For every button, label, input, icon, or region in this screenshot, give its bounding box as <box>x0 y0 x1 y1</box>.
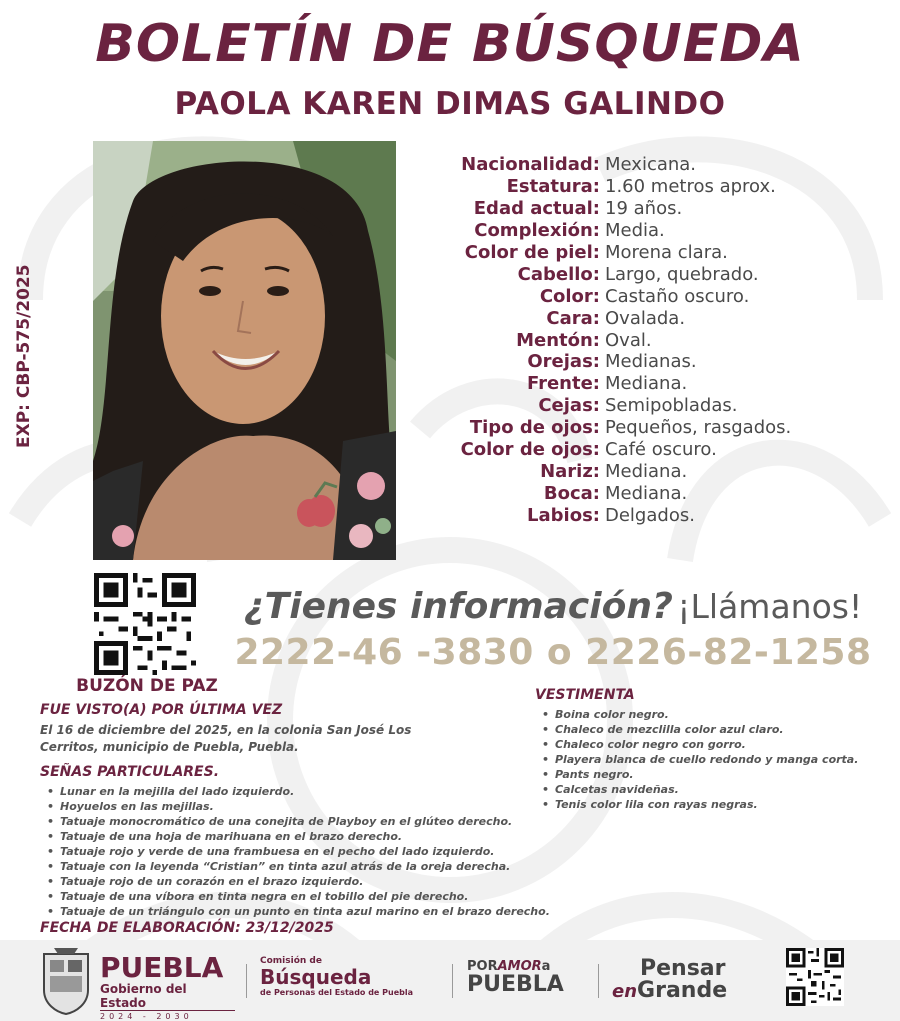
list-item: • Calcetas navideñas. <box>535 782 895 797</box>
feature-row <box>420 154 890 176</box>
feature-row <box>420 285 890 307</box>
comision-line-2: Búsqueda <box>260 965 372 989</box>
feature-row <box>420 220 890 242</box>
feature-row <box>420 460 890 482</box>
divider <box>246 964 247 998</box>
feature-label: Complexión: <box>474 220 600 242</box>
footer-logos <box>0 940 900 1021</box>
feature-label: Color de piel: <box>464 242 600 263</box>
bulletin-title: BOLETÍN DE BÚSQUEDA <box>95 14 805 74</box>
particular-signs-heading: SEÑAS PARTICULARES. <box>40 764 220 780</box>
feature-value: Castaño oscuro. <box>605 285 750 307</box>
por-amor-a-puebla-logo <box>467 960 587 996</box>
en-text: en <box>612 981 638 1002</box>
list-item: • Playera blanca de cuello redondo y manga corta. <box>535 752 895 767</box>
feature-row <box>420 263 890 285</box>
puebla-name: PUEBLA <box>100 951 224 984</box>
list-item: • Tenis color lila con rayas negras. <box>535 797 895 812</box>
puebla-subtitle: Gobierno del Estado <box>100 982 235 1011</box>
feature-label: Tipo de ojos: <box>469 417 600 439</box>
feature-label: Mentón: <box>516 329 600 351</box>
last-seen-text: El 16 de diciembre del 2025, en la colonia San José Los Cerritos, municipio de Puebla, Puebla. <box>40 723 412 754</box>
list-item: • Tatuaje de un triángulo con un punto en tinta azul marino en el brazo derecho. <box>40 904 580 919</box>
list-item: • Pants negro. <box>535 767 895 782</box>
feature-value: 19 años. <box>605 198 683 220</box>
clothing-list <box>535 707 895 812</box>
puebla-government-logo <box>100 951 235 1021</box>
list-item: • Tatuaje monocromático de una conejita de Playboy en el glúteo derecho. <box>40 814 580 829</box>
feature-label: Cabello: <box>517 263 600 285</box>
call-to-action <box>218 586 888 627</box>
list-item: • Lunar en la mejilla del lado izquierdo. <box>40 784 580 799</box>
feature-value: Oval. <box>605 329 652 351</box>
physical-features <box>420 154 890 526</box>
feature-row <box>420 395 890 417</box>
feature-value: Café oscuro. <box>605 439 717 461</box>
feature-label: Color: <box>539 285 600 307</box>
feature-value: Ovalada. <box>605 307 686 329</box>
feature-label: Nariz: <box>540 460 600 482</box>
list-item: • Boina color negro. <box>535 707 895 722</box>
particular-signs-list <box>40 784 580 919</box>
cta-call: ¡Llámanos! <box>677 587 863 626</box>
list-item: • Chaleco color negro con gorro. <box>535 737 895 752</box>
a-text: a <box>541 959 551 974</box>
feature-value: Medianas. <box>605 351 697 373</box>
list-item: • Tatuaje con la leyenda “Cristian” en tinta azul atrás de la oreja derecha. <box>40 859 580 874</box>
feature-row <box>420 242 890 264</box>
feature-label: Boca: <box>543 482 600 504</box>
clothing-heading: VESTIMENTA <box>535 687 635 703</box>
clothing-section <box>535 687 895 812</box>
last-seen-section <box>40 702 460 756</box>
phone-numbers[interactable]: 2222-46 -3830 o 2226-82-1258 <box>234 632 872 673</box>
feature-label: Estatura: <box>506 176 600 198</box>
cta-question: ¿Tienes información? <box>243 586 673 627</box>
feature-label: Color de ojos: <box>460 439 600 461</box>
feature-value: Pequeños, rasgados. <box>605 417 792 439</box>
feature-row <box>420 329 890 351</box>
puebla-text: PUEBLA <box>467 972 564 997</box>
feature-value: Mexicana. <box>605 154 697 176</box>
feature-row <box>420 504 890 526</box>
feature-value: Semipobladas. <box>605 395 738 417</box>
feature-value: Mediana. <box>605 482 688 504</box>
divider <box>598 964 599 998</box>
missing-person-name: PAOLA KAREN DIMAS GALINDO <box>174 86 726 122</box>
pensar-en-grande-logo <box>612 958 757 1003</box>
amor-text: AMOR <box>497 959 542 974</box>
por-text: POR <box>467 959 498 974</box>
date-of-issue: FECHA DE ELABORACIÓN: 23/12/2025 <box>40 920 334 936</box>
comision-busqueda-logo <box>260 956 440 997</box>
feature-row <box>420 176 890 198</box>
file-number: EXP: CBP-575/2025 <box>14 264 34 448</box>
list-item: • Tatuaje de una hoja de marihuana en el brazo derecho. <box>40 829 580 844</box>
feature-row <box>420 351 890 373</box>
feature-label: Orejas: <box>527 351 600 373</box>
feature-label: Frente: <box>526 373 600 395</box>
grande-text: Grande <box>637 978 728 1003</box>
buzon-label: BUZÓN DE PAZ <box>76 676 218 696</box>
feature-value: Delgados. <box>605 504 695 526</box>
particular-signs-section <box>40 764 580 919</box>
list-item: • Hoyuelos en las mejillas. <box>40 799 580 814</box>
feature-label: Cara: <box>546 307 600 329</box>
feature-label: Edad actual: <box>473 198 600 220</box>
pensar-text: Pensar <box>640 956 726 981</box>
list-item: • Tatuaje rojo y verde de una frambuesa en el pecho del lado izquierdo. <box>40 844 580 859</box>
feature-value: Largo, quebrado. <box>605 263 759 285</box>
feature-row <box>420 198 890 220</box>
list-item: • Tatuaje de una víbora en tinta negra en el tobillo del pie derecho. <box>40 889 580 904</box>
feature-row <box>420 417 890 439</box>
feature-value: Mediana. <box>605 373 688 395</box>
feature-label: Cejas: <box>538 395 600 417</box>
comision-line-1: Comisión de <box>260 956 322 966</box>
person-photo <box>93 141 396 560</box>
feature-value: Media. <box>605 220 665 242</box>
list-item: • Tatuaje rojo de un corazón en el brazo izquierdo. <box>40 874 580 889</box>
feature-row <box>420 373 890 395</box>
comision-line-3: de Personas del Estado de Puebla <box>260 988 413 997</box>
qr-code-footer[interactable] <box>786 948 844 1006</box>
feature-row <box>420 439 890 461</box>
feature-value: Mediana. <box>605 460 688 482</box>
divider <box>452 964 453 998</box>
qr-code-buzon[interactable] <box>94 573 196 675</box>
puebla-years: 2024 - 2030 <box>100 1012 193 1021</box>
feature-value: Morena clara. <box>605 242 728 263</box>
feature-label: Nacionalidad: <box>461 154 600 176</box>
feature-label: Labios: <box>527 504 600 526</box>
feature-row <box>420 482 890 504</box>
feature-row <box>420 307 890 329</box>
list-item: • Chaleco de mezclilla color azul claro. <box>535 722 895 737</box>
last-seen-heading: FUE VISTO(A) POR ÚLTIMA VEZ <box>40 702 283 718</box>
feature-value: 1.60 metros aprox. <box>605 176 776 198</box>
coat-of-arms-icon <box>40 946 92 1016</box>
